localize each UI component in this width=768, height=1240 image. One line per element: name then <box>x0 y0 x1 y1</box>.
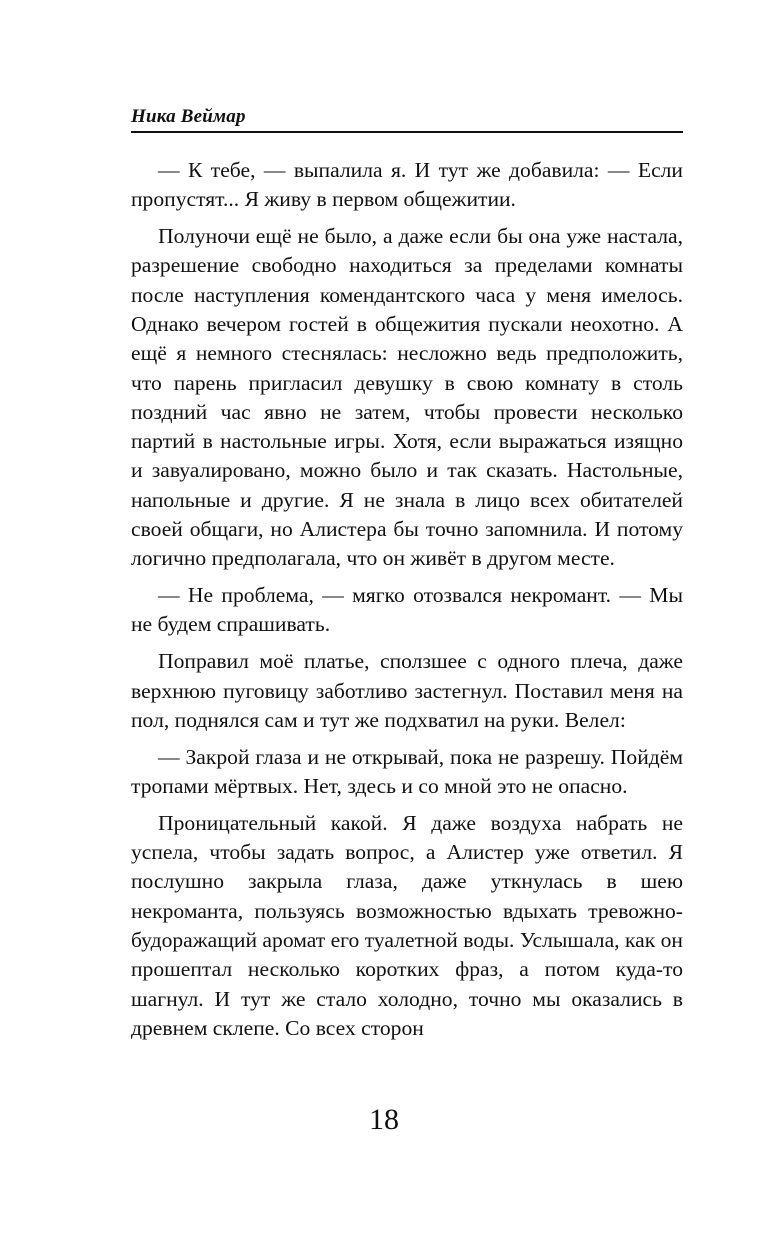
running-header <box>131 104 683 136</box>
page-number: 18 <box>369 1103 399 1136</box>
paragraph: Проницательный какой. Я даже воздуха набрать не успела, чтобы задать вопрос, а Алистер уже ответил. Я послушно закрыла глаза, даже уткнулась в шею некроманта, пользуясь возможностью вдыхать тревожно-будоражащий аромат его туалетной воды. Услышала, как он прошептал несколько коротких фраз, а потом куда-то шагнул. И тут же стало холодно, точно мы оказались в древнем склепе. Со всех сторон <box>131 810 683 1040</box>
paragraph: Поправил моё платье, сползшее с одного плеча, даже верхнюю пуговицу заботливо застегнул. Поставил меня на пол, поднялся сам и тут же подхватил на руки. Велел: <box>131 649 683 732</box>
paragraph: — К тебе, — выпалила я. И тут же добавила: — Если пропустят... Я живу в первом общежитии. <box>131 158 683 212</box>
running-header-author: Ника Веймар <box>131 106 246 127</box>
paragraph: — Закрой глаза и не открывай, пока не разрешу. Пойдём тропами мёртвых. Нет, здесь и со мной это не опасно. <box>131 744 683 798</box>
paragraph: Полуночи ещё не было, а даже если бы она уже настала, разрешение свободно находиться за пределами комнаты после наступления комендантского часа у меня имелось. Однако вечером гостей в общежития пускали неохотно. А ещё я немного стеснялась: несложно ведь предположить, что парень пригласил девушку в свою комнату в столь поздний час явно не затем, чтобы провести несколько партий в настольные игры. Хотя, если выражаться изящно и завуалировано, можно было и так сказать. Настольные, напольные и другие. Я не знала в лицо всех обитателей своей общаги, но Алистера бы точно запомнила. И потому логично предполагала, что он живёт в другом месте. <box>131 224 683 571</box>
body-text <box>131 156 683 1051</box>
header-rule <box>131 131 683 133</box>
paragraph: — Не проблема, — мягко отозвался некромант. — Мы не будем спрашивать. <box>131 583 683 637</box>
